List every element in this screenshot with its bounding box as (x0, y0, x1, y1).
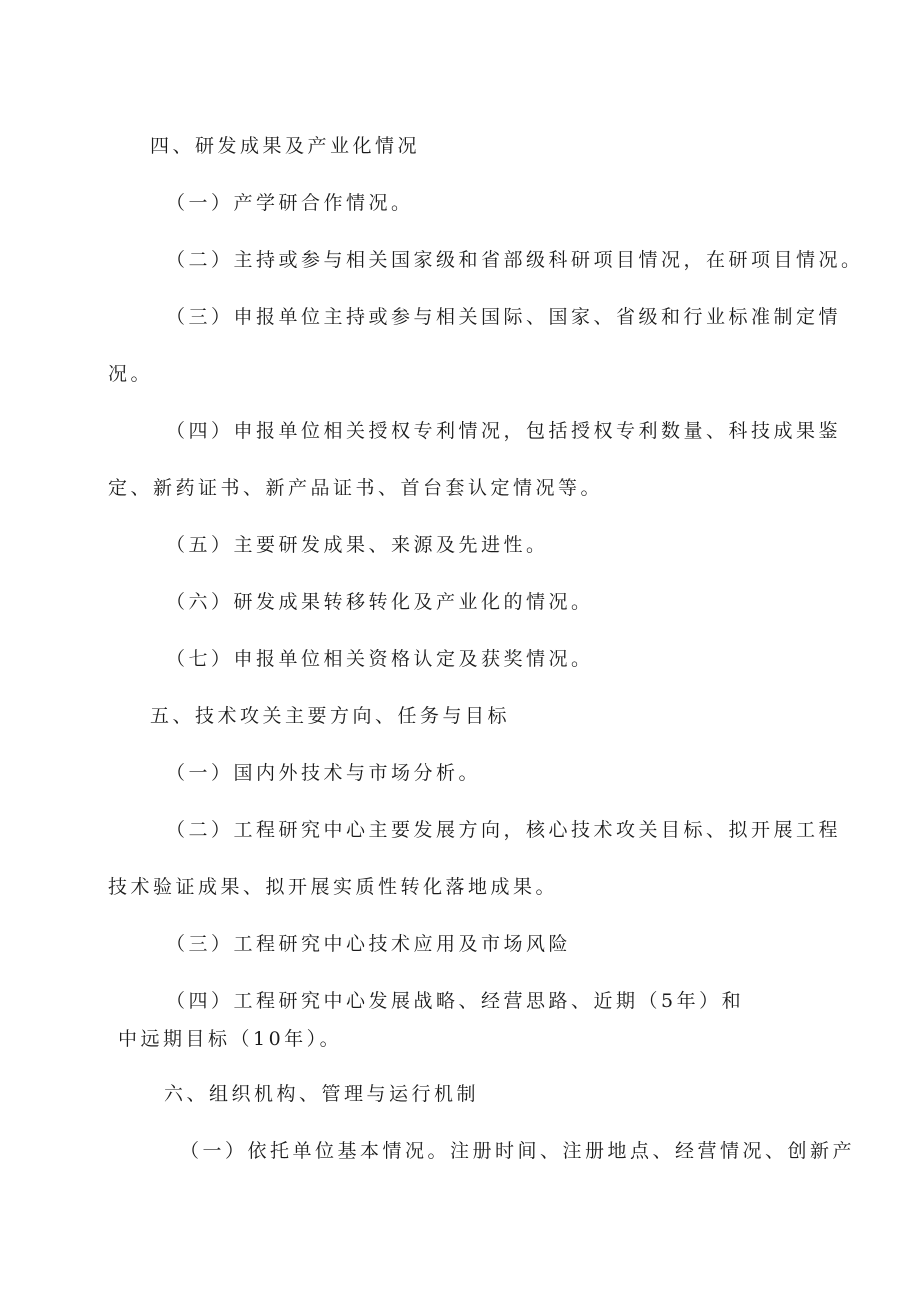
list-item-4-4-cont: 定、新药证书、新产品证书、首台套认定情况等。 (108, 477, 604, 499)
list-item-6-1: （一）依托单位基本情况。注册时间、注册地点、经营情况、创新产 (180, 1140, 856, 1162)
list-item-4-2: （二）主持或参与相关国家级和省部级科研项目情况，在研项目情况。 (166, 249, 864, 271)
list-item-4-3-cont: 况。 (108, 363, 154, 385)
list-item-5-1: （一）国内外技术与市场分析。 (166, 762, 482, 784)
list-item-5-4-cont: 中远期目标（10年）。 (118, 1028, 343, 1050)
list-item-4-7: （七）申报单位相关资格认定及获奖情况。 (166, 648, 594, 670)
list-item-4-5: （五）主要研发成果、来源及先进性。 (166, 534, 549, 556)
list-item-5-2-cont: 技术验证成果、拟开展实质性转化落地成果。 (108, 876, 559, 898)
list-item-5-3: （三）工程研究中心技术应用及市场风险 (166, 933, 572, 955)
section-heading-4: 四、研发成果及产业化情况 (150, 135, 421, 157)
list-item-5-4: （四）工程研究中心发展战略、经营思路、近期（5年）和 (166, 990, 745, 1012)
section-heading-5: 五、技术攻关主要方向、任务与目标 (150, 705, 511, 727)
list-item-4-4: （四）申报单位相关授权专利情况，包括授权专利数量、科技成果鉴 (166, 420, 842, 442)
list-item-4-6: （六）研发成果转移转化及产业化的情况。 (166, 591, 594, 613)
list-item-4-3: （三）申报单位主持或参与相关国际、国家、省级和行业标准制定情 (166, 306, 842, 328)
list-item-4-1: （一）产学研合作情况。 (166, 192, 414, 214)
section-heading-6: 六、组织机构、管理与运行机制 (164, 1083, 480, 1105)
list-item-5-2: （二）工程研究中心主要发展方向，核心技术攻关目标、拟开展工程 (166, 819, 842, 841)
